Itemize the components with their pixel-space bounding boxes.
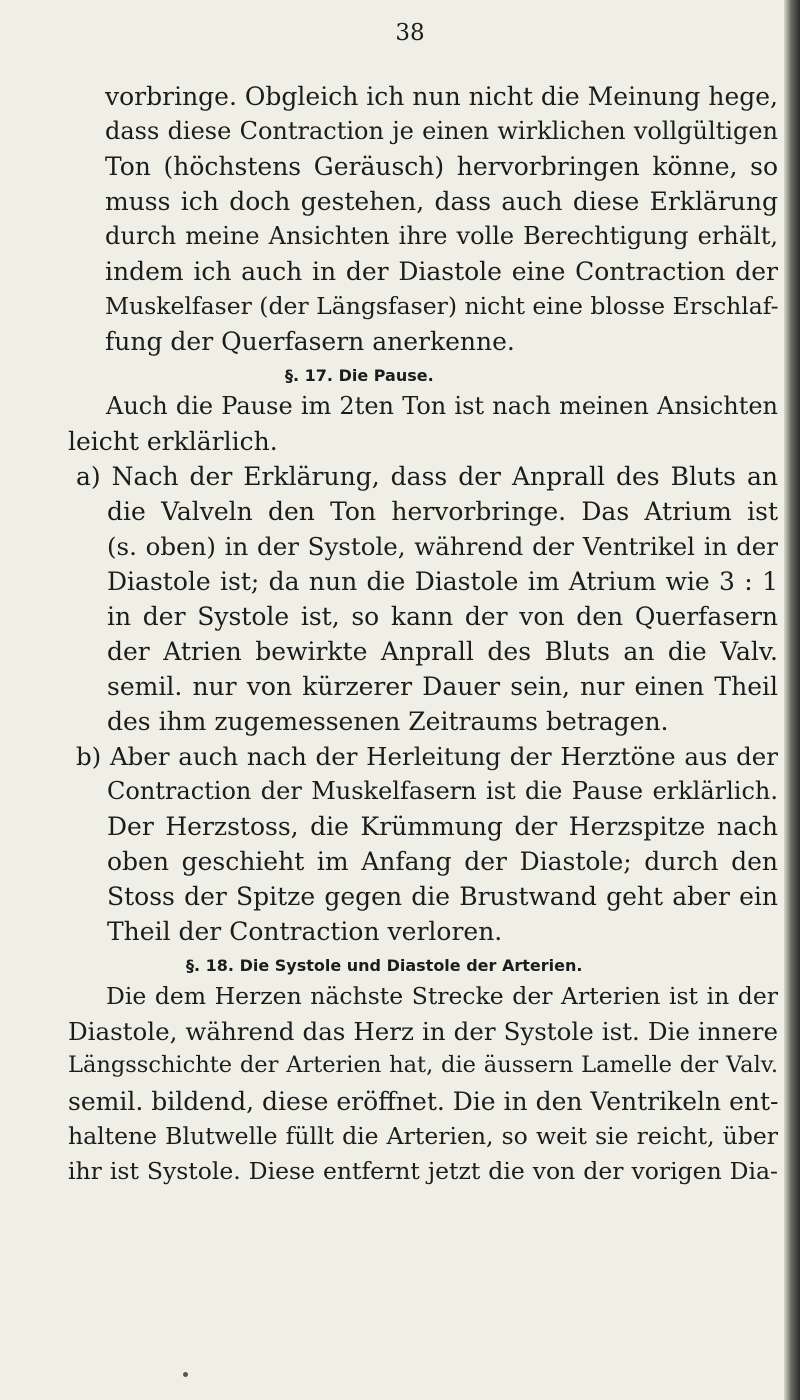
text-line: des ihm zugemessenen Zeitraums betragen. xyxy=(107,707,669,736)
text-line: b) Aber auch nach der Herleitung der Herztöne aus der xyxy=(76,742,778,771)
text-line: (s. oben) in der Systole, während der Ventrikel in der xyxy=(107,532,778,561)
text-line: Diastole ist; da nun die Diastole im Atrium wie 3 : 1 xyxy=(107,567,778,596)
text-line: Auch die Pause im 2ten Ton ist nach meinen Ansichten xyxy=(106,392,778,420)
text-line: ihr ist Systole. Diese entfernt jetzt die von der vorigen Dia- xyxy=(68,1157,778,1185)
text-line: Stoss der Spitze gegen die Brustwand geht aber ein xyxy=(107,882,778,911)
text-line: Contraction der Muskelfasern ist die Pause erklärlich. xyxy=(107,777,778,805)
text-line: oben geschieht im Anfang der Diastole; durch den xyxy=(107,847,778,876)
text-line: der Atrien bewirkte Anprall des Bluts an die Valv. xyxy=(107,637,778,666)
text-line: Die dem Herzen nächste Strecke der Arterien ist in der xyxy=(106,982,778,1010)
ink-speck xyxy=(183,1372,188,1377)
text-line: die Valveln den Ton hervorbringe. Das Atrium ist xyxy=(107,497,778,526)
text-line: dass diese Contraction je einen wirklichen vollgültigen xyxy=(105,117,778,145)
text-line: Diastole, während das Herz in der Systole ist. Die innere xyxy=(68,1017,778,1046)
text-line: Der Herzstoss, die Krümmung der Herzspitze nach xyxy=(107,812,778,841)
section-heading: §. 18. Die Systole und Diastole der Arterien. xyxy=(186,956,583,975)
text-line: semil. bildend, diese eröffnet. Die in den Ventrikeln ent- xyxy=(68,1087,779,1116)
text-line: muss ich doch gestehen, dass auch diese Erklärung xyxy=(105,187,778,216)
text-line: durch meine Ansichten ihre volle Berechtigung erhält, xyxy=(105,222,778,250)
text-line: in der Systole ist, so kann der von den Querfasern xyxy=(107,602,778,631)
text-line: Theil der Contraction verloren. xyxy=(107,917,503,946)
text-line: Ton (höchstens Geräusch) hervorbringen könne, so xyxy=(105,152,778,181)
text-line: leicht erklärlich. xyxy=(68,427,278,456)
text-line: Längsschichte der Arterien hat, die äussern Lamelle der Valv. xyxy=(68,1052,778,1078)
section-heading: §. 17. Die Pause. xyxy=(285,366,434,385)
page-number: 38 xyxy=(395,20,425,46)
text-line: Muskelfaser (der Längsfaser) nicht eine blosse Erschlaf- xyxy=(105,292,779,320)
text-line: semil. nur von kürzerer Dauer sein, nur einen Theil xyxy=(107,672,778,701)
page-edge-shadow xyxy=(784,0,800,1400)
text-line: indem ich auch in der Diastole eine Contraction der xyxy=(105,257,778,286)
text-line: haltene Blutwelle füllt die Arterien, so weit sie reicht, über xyxy=(68,1122,778,1150)
text-line: vorbringe. Obgleich ich nun nicht die Meinung hege, xyxy=(105,82,778,111)
text-line: a) Nach der Erklärung, dass der Anprall des Bluts an xyxy=(76,462,778,491)
text-line: fung der Querfasern anerkenne. xyxy=(105,327,515,356)
